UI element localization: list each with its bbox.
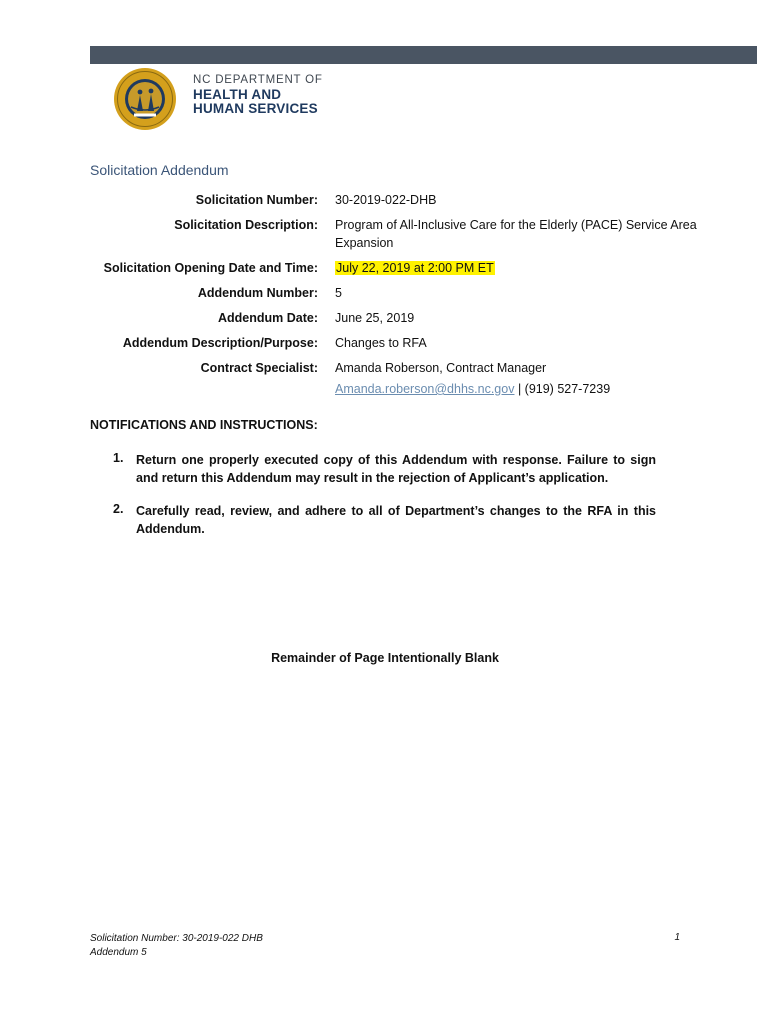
footer-addendum: Addendum 5: [90, 947, 147, 958]
list-item: Return one properly executed copy of this Addendum with response. Failure to sign and return this Addendum may result in the rejection of Applicant’s application.: [136, 453, 656, 485]
addendum-date-value: June 25, 2019: [335, 311, 415, 325]
list-item: Carefully read, review, and adhere to all of Department’s changes to the RFA in this Addendum.: [136, 504, 656, 536]
opening-date-highlight: July 22, 2019 at 2:00 PM ET: [336, 261, 494, 275]
agency-line2: HEALTH AND: [193, 86, 282, 102]
header-bar: [90, 46, 757, 64]
phone-number: | (919) 527-7239: [514, 382, 611, 396]
solicitation-description-label: Solicitation Description:: [174, 218, 318, 232]
page-number: 1: [674, 932, 680, 943]
footer-solicitation-number: Solicitation Number: 30-2019-022 DHB: [90, 933, 263, 944]
contract-specialist-contact: [335, 382, 610, 396]
agency-wordmark: [193, 75, 323, 116]
notifications-heading: NOTIFICATIONS AND INSTRUCTIONS:: [90, 418, 318, 432]
opening-date-value: [335, 261, 495, 275]
addendum-date-label: Addendum Date:: [218, 311, 318, 325]
addendum-number-value: 5: [335, 286, 342, 300]
document-title: Solicitation Addendum: [90, 162, 229, 178]
email-link[interactable]: Amanda.roberson@dhhs.nc.gov: [335, 382, 515, 396]
agency-line3: HUMAN SERVICES: [193, 101, 318, 116]
addendum-number-label: Addendum Number:: [197, 286, 318, 300]
contract-specialist-label: Contract Specialist:: [200, 361, 318, 375]
addendum-description-value: Changes to RFA: [335, 336, 427, 350]
solicitation-description-value: Program of All-Inclusive Care for the Elderly (PACE) Service Area: [335, 218, 697, 232]
contract-specialist-value: Amanda Roberson, Contract Manager: [335, 361, 547, 375]
agency-line1: NC DEPARTMENT OF: [193, 74, 323, 86]
addendum-description-label: Addendum Description/Purpose:: [122, 336, 318, 350]
footer-info: [90, 932, 263, 960]
list-item-number: 2.: [113, 502, 124, 516]
blank-page-note: Remainder of Page Intentionally Blank: [271, 651, 499, 665]
solicitation-number-value: 30-2019-022-DHB: [335, 193, 437, 207]
list-item-number: 1.: [113, 451, 124, 465]
opening-date-label: Solicitation Opening Date and Time:: [103, 261, 318, 275]
state-seal-logo: [104, 67, 188, 131]
solicitation-number-label: Solicitation Number:: [195, 193, 318, 207]
solicitation-description-value-cont: Expansion: [335, 236, 394, 250]
